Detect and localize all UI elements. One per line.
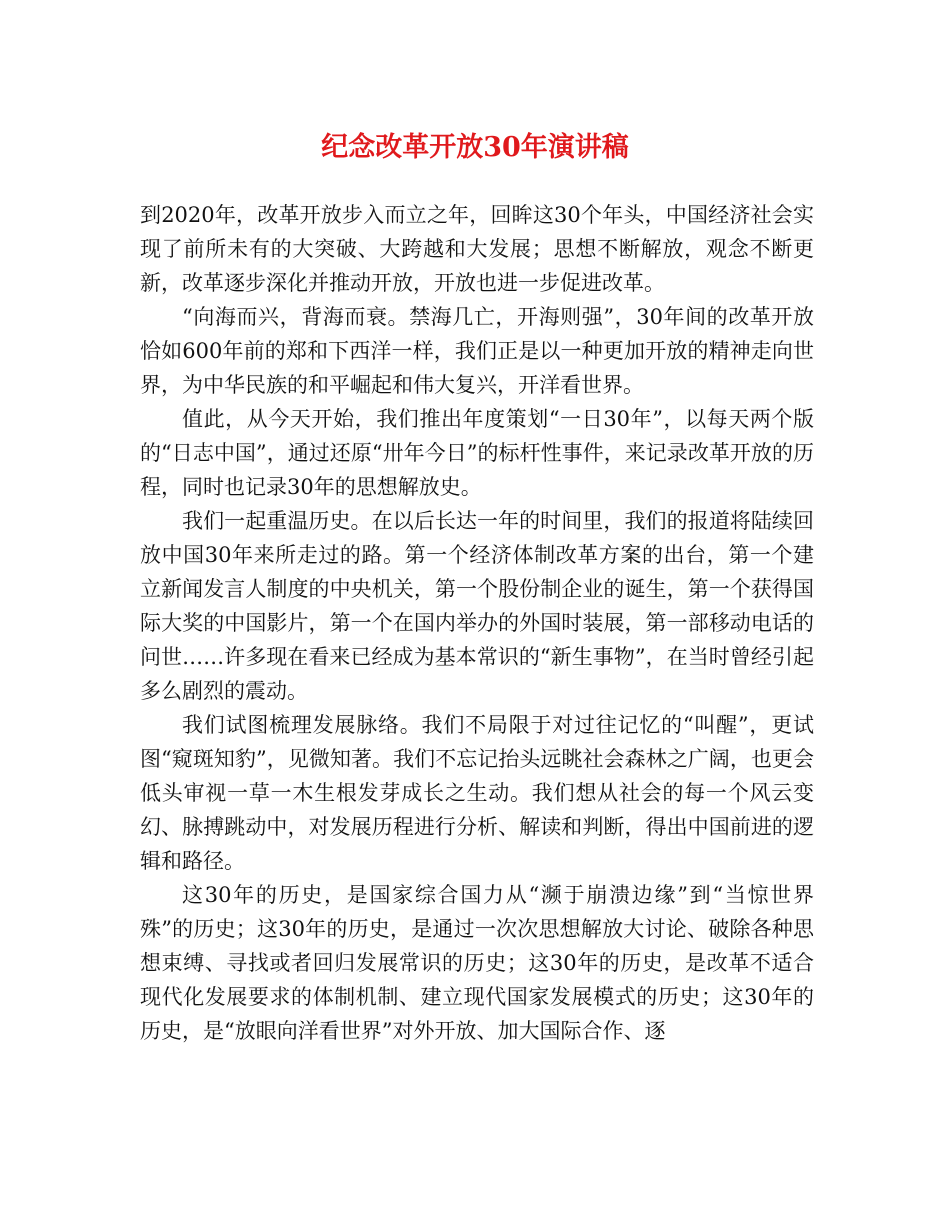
paragraph-3: 值此，从今天开始，我们推出年度策划“一日30年”，以每天两个版的“日志中国”，通过还原“卅年今日”的标杆性事件，来记录改革开放的历程，同时也记录30年的思想解放史。 xyxy=(140,407,814,499)
paragraph-6: 这30年的历史，是国家综合国力从“濒于崩溃边缘”到“当惊世界殊”的历史；这30年的历史，是通过一次次思想解放大讨论、破除各种思想束缚、寻找或者回归发展常识的历史；这30年的历史，是改革不适合现代化发展要求的体制机制、建立现代国家发展模式的历史；这30年的历史，是“放眼向洋看世界”对外开放、加大国际合作、逐 xyxy=(140,883,814,1043)
document-body xyxy=(140,198,814,1048)
paragraph-4: 我们一起重温历史。在以后长达一年的时间里，我们的报道将陆续回放中国30年来所走过的路。第一个经济体制改革方案的出台，第一个建立新闻发言人制度的中央机关，第一个股份制企业的诞生，第一个获得国际大奖的中国影片，第一个在国内举办的外国时装展，第一部移动电话的问世……许多现在看来已经成为基本常识的“新生事物”，在当时曾经引起多么剧烈的震动。 xyxy=(140,509,814,703)
document-title: 纪念改革开放30年演讲稿 xyxy=(321,132,629,163)
paragraph-1: 到2020年，改革开放步入而立之年，回眸这30个年头，中国经济社会实现了前所未有的大突破、大跨越和大发展；思想不断解放，观念不断更新，改革逐步深化并推动开放，开放也进一步促进改革。 xyxy=(140,203,814,295)
paragraph-5: 我们试图梳理发展脉络。我们不局限于对过往记忆的“叫醒”，更试图“窥斑知豹”，见微知著。我们不忘记抬头远眺社会森林之广阔，也更会低头审视一草一木生根发芽成长之生动。我们想从社会的每一个风云变幻、脉搏跳动中，对发展历程进行分析、解读和判断，得出中国前进的逻辑和路径。 xyxy=(140,713,814,873)
paragraph-2: “向海而兴，背海而衰。禁海几亡，开海则强”，30年间的改革开放恰如600年前的郑和下西洋一样，我们正是以一种更加开放的精神走向世界，为中华民族的和平崛起和伟大复兴，开洋看世界。 xyxy=(140,305,814,397)
